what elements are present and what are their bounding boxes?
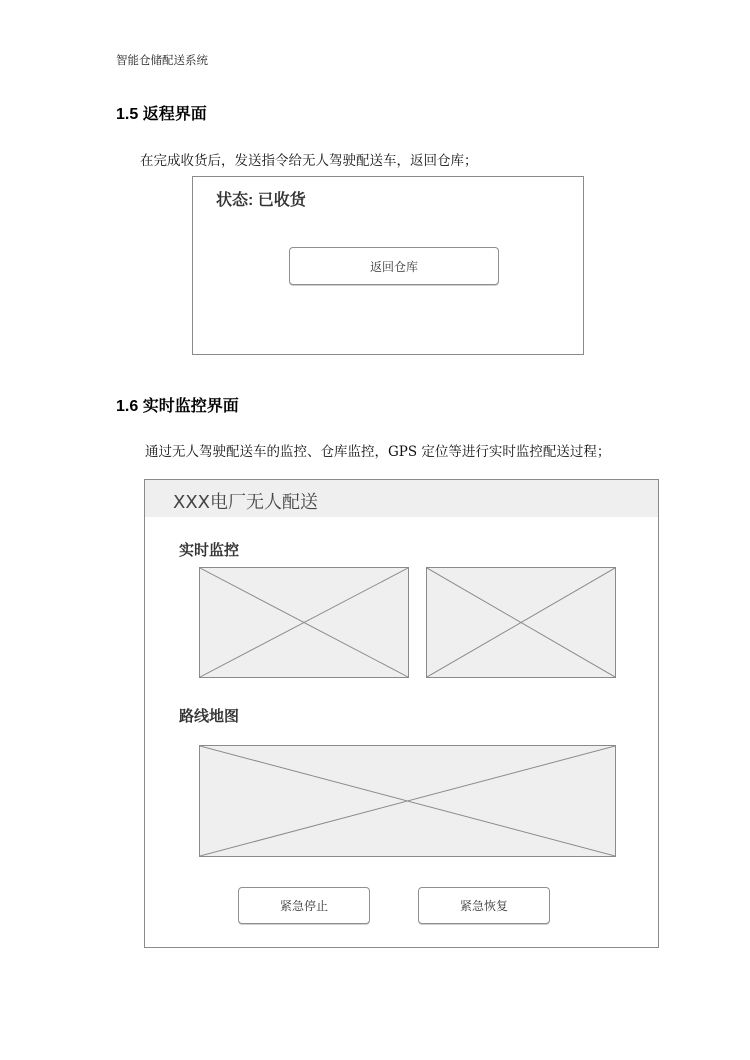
section-description-return: 在完成收货后，发送指令给无人驾驶配送车，返回仓库； — [140, 153, 478, 169]
status-text: 状态: 已收货 — [216, 192, 306, 209]
route-map-label: 路线地图 — [179, 708, 240, 725]
return-screen-mockup — [192, 176, 584, 355]
image-placeholder-icon — [200, 568, 408, 677]
section-title-monitoring: 1.6 实时监控界面 — [116, 398, 239, 415]
camera-feed-placeholder-2 — [426, 567, 616, 678]
section-description-monitoring: 通过无人驾驶配送车的监控、仓库监控，GPS 定位等进行实时监控配送过程； — [145, 444, 611, 460]
section-title-return: 1.5 返程界面 — [116, 106, 207, 123]
return-warehouse-button[interactable]: 返回仓库 — [289, 247, 499, 285]
emergency-resume-button[interactable]: 紧急恢复 — [418, 887, 550, 924]
monitoring-screen-mockup — [144, 479, 659, 948]
document-header: 智能仓储配送系统 — [116, 53, 208, 67]
realtime-monitoring-label: 实时监控 — [179, 542, 240, 559]
emergency-stop-button[interactable]: 紧急停止 — [238, 887, 370, 924]
camera-feed-placeholder-1 — [199, 567, 409, 678]
image-placeholder-icon — [427, 568, 615, 677]
image-placeholder-icon — [200, 746, 615, 856]
route-map-placeholder — [199, 745, 616, 857]
mockup-app-title: XXX电厂无人配送 — [173, 492, 318, 513]
